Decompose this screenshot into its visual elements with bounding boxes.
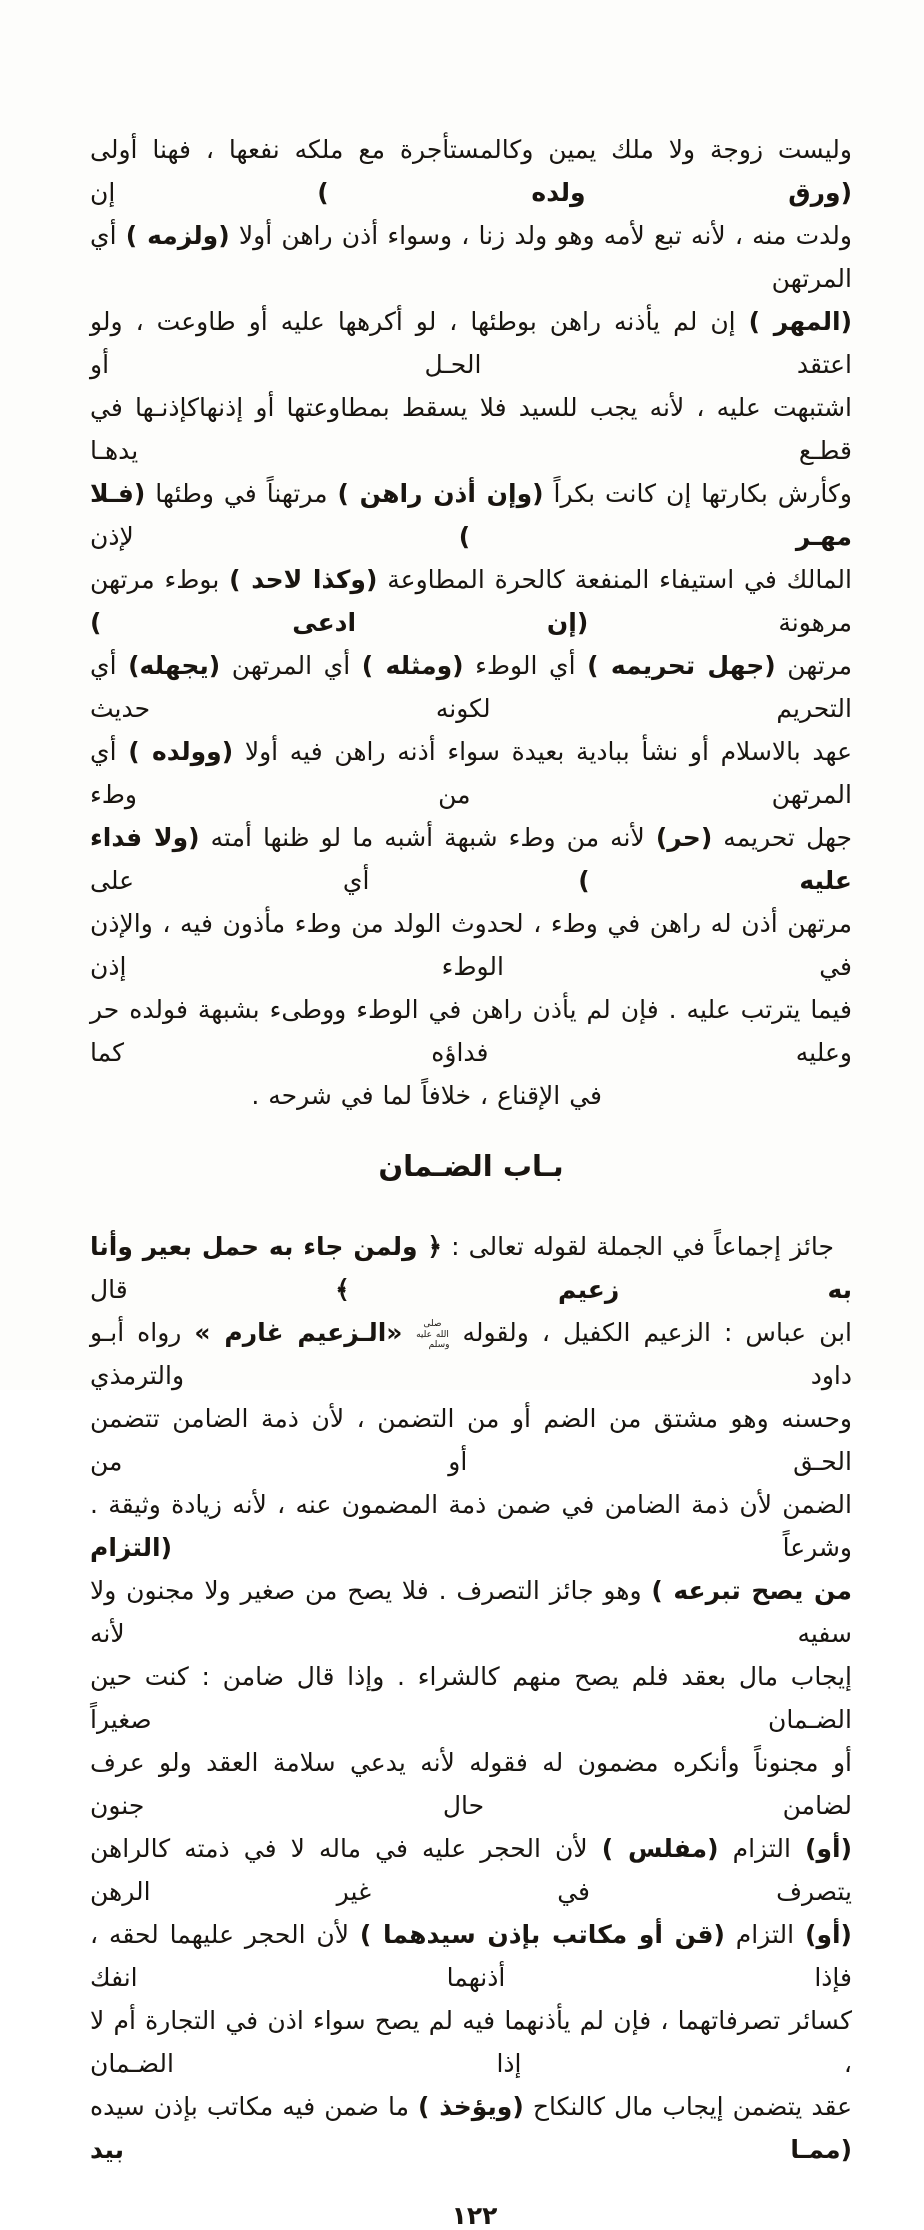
bold-run: (يجهله) <box>128 651 221 680</box>
text-run: قال <box>90 1275 336 1304</box>
bold-run: (قن أو مكاتب بإذن سيدهما ) <box>359 1920 725 1949</box>
text-run: بوطء مرتهن مرهونة <box>81 565 852 637</box>
bold-run: (إن ادعى ) <box>90 608 589 637</box>
text-run: أو مجنوناً وأنكره مضمون له فقوله لأنه يدعي سلامة العقد ولو عرف لضامن حال جنون <box>81 1748 852 1820</box>
text-run: عقد يتضمن إيجاب مال كالنكاح <box>523 2092 853 2121</box>
text-line <box>81 1827 853 1913</box>
bold-run: (ورق ولده ) <box>317 178 852 207</box>
text-line <box>81 386 852 472</box>
text-run: لأن الحجر عليه في ماله لا في ذمته كالراهن يتصرف في غير الرهن <box>81 1834 852 1906</box>
bold-run: (جهل تحريمه ) <box>587 651 776 680</box>
text-run: أي المرتهن <box>220 651 362 680</box>
page-number: ١٢٢ <box>451 2201 498 2230</box>
text-run: فيما يترتب عليه . فإن لم يأذن راهن في الوطء ووطىء بشبهة فولده حر وعليه فداؤه كما <box>81 995 852 1067</box>
bold-run: (أو) <box>805 1834 853 1863</box>
text-line <box>81 902 852 988</box>
text-run: مرتهن <box>775 651 852 680</box>
text-run: إن <box>90 178 318 207</box>
text-run: أي الوطء <box>463 651 588 680</box>
bold-run: (التزام <box>90 1533 173 1562</box>
bold-run: «الـزعيم غارم » <box>194 1318 403 1347</box>
bold-run: (وولده ) <box>128 737 234 766</box>
text-line <box>81 2085 853 2171</box>
text-run: مرتهن أذن له راهن في وطء ، لحدوث الولد من وطء مأذون فيه ، والإذن في الوطء إذن <box>81 909 852 981</box>
text-run: جهل تحريمه <box>712 823 852 852</box>
text-run: عهد بالاسلام أو نشأ ببادية بعيدة سواء أذنه راهن فيه أولا <box>233 737 852 766</box>
bold-run: (فـلا مهـر ) <box>80 479 852 551</box>
text-line <box>80 1225 852 1311</box>
bold-run: (وكذا لاحد ) <box>229 565 378 594</box>
text-line <box>90 1074 602 1117</box>
text-run: أي على <box>90 866 579 895</box>
text-line <box>81 1913 852 1999</box>
bold-run: (المهر ) <box>748 307 852 336</box>
text-line <box>81 214 852 300</box>
text-run: وليست زوجة ولا ملك يمين وكالمستأجرة مع ملكه نفعها ، فهنا أولى <box>81 135 852 164</box>
paragraph-2 <box>80 1225 853 2171</box>
text-run: رواه أبـو داود والترمذي <box>81 1318 852 1390</box>
bold-run: ﴿ ولمن جاء به حمل بعير وأنا به زعيم ﴾ <box>80 1232 852 1304</box>
text-block <box>80 128 853 2230</box>
bold-run: (أو) <box>805 1920 852 1949</box>
text-run: وحسنه وهو مشتق من الضم أو من التضمن ، لأن ذمة الضامن تتضمن الحـق أو من <box>81 1404 852 1476</box>
text-line <box>80 816 852 902</box>
text-line <box>81 300 852 386</box>
text-line <box>81 558 852 644</box>
text-run: ولدت منه ، لأنه تبع لأمه وهو ولد زنا ، وسواء أذن راهن أولا <box>229 221 852 250</box>
text-run: اشتبهت عليه ، لأنه يجب للسيد فلا يسقط بمطاوعتها أو إذنهاكإذنـها في قطـع يدهـا <box>81 393 852 465</box>
text-line <box>81 730 852 816</box>
text-run: جائز إجماعاً في الجملة لقوله تعالى : <box>442 1232 834 1261</box>
text-run: ابن عباس : الزعيم الكفيل ، ولقوله <box>449 1318 853 1347</box>
bold-run: (حر) <box>655 823 713 852</box>
text-run: أي المرتهن <box>81 221 852 293</box>
bold-run: (مفلس ) <box>601 1834 719 1863</box>
text-line <box>81 644 852 730</box>
text-line <box>81 1569 852 1655</box>
text-run: الضمن لأن ذمة الضامن في ضمن ذمة المضمون عنه ، لأنه زيادة وثيقة . وشرعاً <box>81 1490 852 1562</box>
text-run: في الإقناع ، خلافاً لما في شرحه . <box>251 1081 602 1110</box>
bold-run: (ويؤخذ ) <box>418 2092 524 2121</box>
text-run: وكأرش بكارتها إن كانت بكراً <box>543 479 852 508</box>
text-run: مرتهناً في وطئها <box>145 479 338 508</box>
text-run: التزام <box>718 1834 806 1863</box>
text-line <box>81 1311 853 1397</box>
text-run: لأن الحجر عليهما لحقه ، فإذا أذنهما انفك <box>81 1920 852 1992</box>
chapter-heading: بـاب الضـمان <box>378 1149 564 1183</box>
text-line <box>81 1655 852 1741</box>
text-run: أي المرتهن من وطء <box>81 737 852 809</box>
text-run: إيجاب مال بعقد فلم يصح منهم كالشراء . وإذا قال ضامن : كنت حين الضـمان صغيراً <box>81 1662 852 1734</box>
text-line <box>81 988 852 1074</box>
text-run: ما ضمن فيه مكاتب بإذن سيده <box>81 2092 419 2121</box>
text-run: المالك في استيفاء المنفعة كالحرة المطاوعة <box>377 565 852 594</box>
text-line <box>81 1397 852 1483</box>
text-line <box>81 128 852 214</box>
text-line <box>80 472 852 558</box>
text-run: كسائر تصرفاتهما ، فإن لم يأذنهما فيه لم يصح سواء اذن في التجارة أم لا ، إذا الضـمان <box>81 2006 852 2078</box>
text-run: لأنه من وطء شبهة أشبه ما لو ظنها أمته <box>199 823 656 852</box>
text-line <box>81 1483 852 1569</box>
text-run: لإذن <box>90 522 459 551</box>
text-run: التزام <box>724 1920 806 1949</box>
bold-run: (ولزمه ) <box>125 221 230 250</box>
bold-run: (وإن أذن راهن ) <box>337 479 544 508</box>
bold-run: (ولا فداء عليه ) <box>80 823 852 895</box>
bold-run: (ومثله ) <box>361 651 464 680</box>
bold-run: من يصح تبرعه ) <box>651 1576 852 1605</box>
text-run: وهو جائز التصرف . فلا يصح من صغير ولا مجنون ولا سفيه لأنه <box>81 1576 852 1648</box>
text-line <box>81 1999 852 2085</box>
prophet-honorific-mark: صلى الله عليه وسلم <box>412 1319 450 1350</box>
text-run: إن لم يأذنه راهن بوطئها ، لو أكرهها عليه أو طاوعت ، ولو اعتقد الحـل أو <box>81 307 852 379</box>
bold-run: (ممـا بيد <box>90 2135 852 2164</box>
paragraph-1 <box>80 128 852 1117</box>
text-run: أي التحريم لكونه حديث <box>81 651 852 723</box>
text-line <box>81 1741 852 1827</box>
